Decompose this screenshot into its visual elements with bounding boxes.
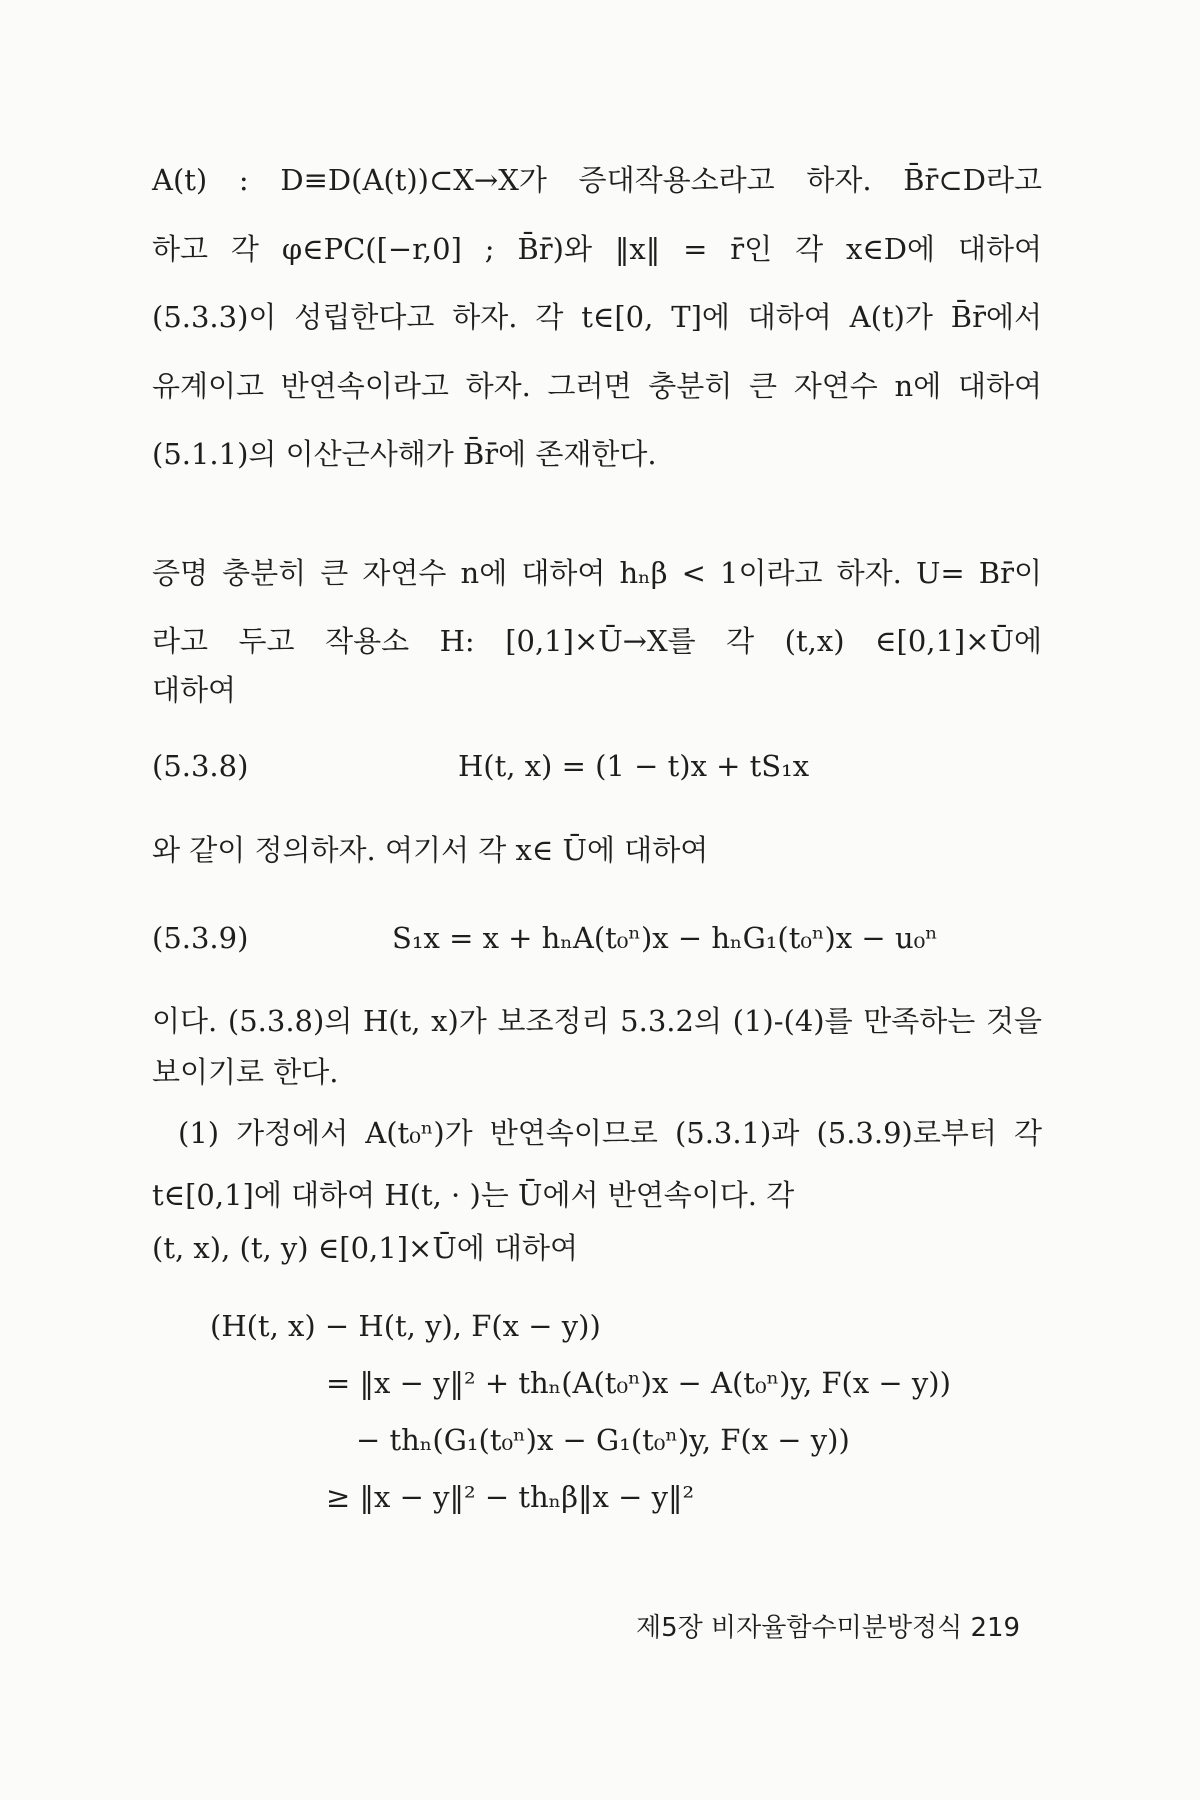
- proof-line-3: 대하여: [152, 673, 237, 707]
- display-line-3: − thₙ(G₁(t₀ⁿ)x − G₁(t₀ⁿ)y, F(x − y)): [356, 1423, 850, 1457]
- proof-line-8: t∈[0,1]에 대하여 H(t, · )는 Ū에서 반연속이다. 각: [152, 1178, 795, 1212]
- proof-line-6: 보이기로 한다.: [152, 1055, 339, 1089]
- display-line-2: = ‖x − y‖² + thₙ(A(t₀ⁿ)x − A(t₀ⁿ)y, F(x − y)): [326, 1366, 951, 1400]
- proof-line-5: 이다. (5.3.8)의 H(t, x)가 보조정리 5.3.2의 (1)-(4)를 만족하는 것을: [152, 1004, 1042, 1038]
- theorem-line-3: (5.3.3)이 성립한다고 하자. 각 t∈[0, T]에 대하여 A(t)가 B̄r̄에서: [152, 300, 1042, 334]
- page-footer: 제5장 비자율함수미분방정식 219: [636, 1613, 1021, 1643]
- equation-label-5-3-9: (5.3.9): [152, 921, 249, 955]
- equation-5-3-8: H(t, x) = (1 − t)x + tS₁x: [458, 749, 810, 783]
- display-line-1: (H(t, x) − H(t, y), F(x − y)): [210, 1309, 601, 1343]
- theorem-line-2: 하고 각 φ∈PC([−r,0] ; B̄r̄)와 ‖x‖ = r̄인 각 x∈D에 대하여: [152, 232, 1042, 266]
- theorem-line-5: (5.1.1)의 이산근사해가 B̄r̄에 존재한다.: [152, 437, 657, 471]
- proof-line-1: 증명 충분히 큰 자연수 n에 대하여 hₙβ < 1이라고 하자. U= Br̄이: [152, 556, 1042, 590]
- display-line-4: ≥ ‖x − y‖² − thₙβ‖x − y‖²: [326, 1480, 695, 1514]
- equation-label-5-3-8: (5.3.8): [152, 749, 249, 783]
- proof-line-9: (t, x), (t, y) ∈[0,1]×Ū에 대하여: [152, 1231, 579, 1265]
- proof-line-4: 와 같이 정의하자. 여기서 각 x∈ Ū에 대하여: [152, 833, 709, 867]
- proof-line-7: (1) 가정에서 A(t₀ⁿ)가 반연속이므로 (5.3.1)과 (5.3.9)로부터 각: [178, 1116, 1042, 1150]
- equation-5-3-9: S₁x = x + hₙA(t₀ⁿ)x − hₙG₁(t₀ⁿ)x − u₀ⁿ: [392, 921, 938, 955]
- theorem-line-4: 유계이고 반연속이라고 하자. 그러면 충분히 큰 자연수 n에 대하여: [152, 369, 1042, 403]
- proof-line-2: 라고 두고 작용소 H: [0,1]×Ū→X를 각 (t,x) ∈[0,1]×Ū에: [152, 624, 1042, 658]
- theorem-line-1: A(t) : D≡D(A(t))⊂X→X가 증대작용소라고 하자. B̄r̄⊂D라고: [152, 163, 1042, 197]
